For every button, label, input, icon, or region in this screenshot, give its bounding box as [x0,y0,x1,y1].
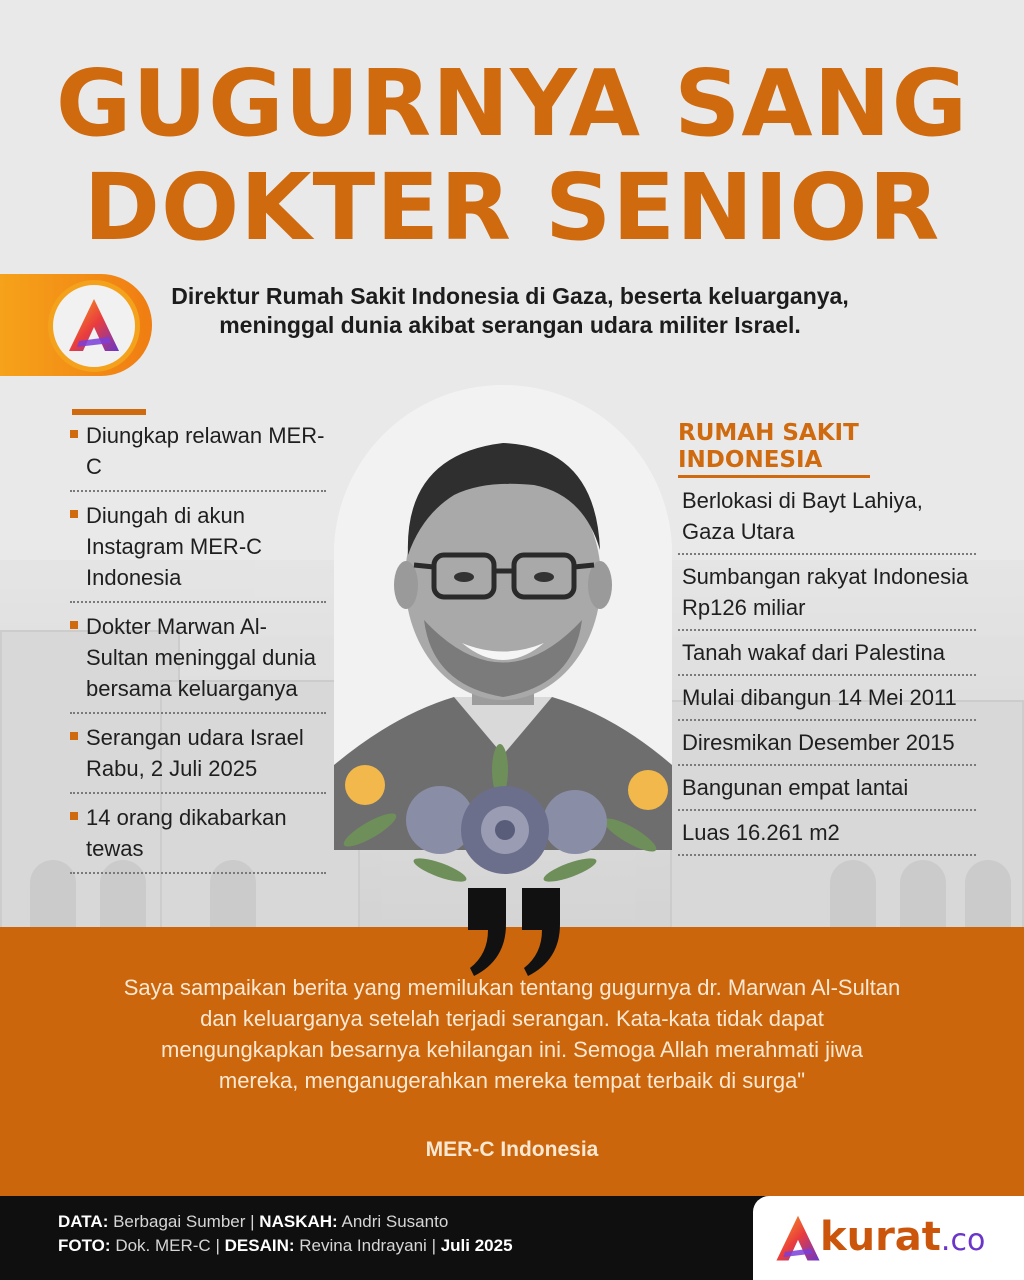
list-item-text: Serangan udara Israel Rabu, 2 Juli 2025 [86,725,304,781]
list-item: Sumbangan rakyat Indonesia Rp126 miliar [678,560,976,631]
credit-foto-value: Dok. MER-C [115,1236,211,1255]
bullet-icon [70,510,78,518]
bullet-icon [70,732,78,740]
credit-data-label: DATA: [58,1212,109,1231]
credit-data-value: Berbagai Sumber [113,1212,246,1231]
bullet-icon [70,430,78,438]
list-item-text: Diungkap relawan MER-C [86,423,325,479]
right-heading-rule [678,475,870,478]
bullet-icon [70,621,78,629]
list-item [70,800,326,874]
credit-separator: | [250,1212,255,1231]
list-item [70,498,326,603]
credit-naskah-label: NASKAH: [259,1212,338,1231]
credit-desain-value: Revina Indrayani [299,1236,427,1255]
right-heading-line-1: RUMAH SAKIT [678,420,859,446]
list-item: Berlokasi di Bayt Lahiya, Gaza Utara [678,484,976,555]
list-item-text: Dokter Marwan Al-Sultan meninggal dunia bersama keluarganya [86,614,316,701]
list-item-text: Diungah di akun Instagram MER-C Indonesia [86,503,263,590]
credit-date: Juli 2025 [440,1236,513,1255]
brand-name: kurat [820,1214,941,1260]
right-heading-line-2: INDONESIA [678,447,823,473]
credit-naskah-value: Andri Susanto [341,1212,449,1231]
credits [58,1210,513,1258]
credits-line-1 [58,1210,513,1234]
bullet-icon [70,812,78,820]
list-item: Diresmikan Desember 2015 [678,726,976,766]
title-line-2: DOKTER SENIOR [83,154,941,261]
lead-paragraph: Direktur Rumah Sakit Indonesia di Gaza, beserta keluarganya, meninggal dunia akibat serangan udara militer Israel. [171,283,849,338]
brand-tld: .co [940,1223,986,1258]
list-item: Bangunan empat lantai [678,771,976,811]
list-item-text: 14 orang dikabarkan tewas [86,805,287,861]
quote-source: MER-C Indonesia [425,1138,599,1161]
list-item [70,720,326,794]
credits-line-2 [58,1234,513,1258]
list-item [70,609,326,714]
title-line-1: GUGURNYA SANG [55,50,969,157]
credit-desain-label: DESAIN: [224,1236,295,1255]
list-item [70,418,326,492]
list-item: Luas 16.261 m2 [678,816,976,856]
page-title [0,52,1024,260]
list-item: Tanah wakaf dari Palestina [678,636,976,676]
credit-separator: | [431,1236,436,1255]
left-list-rule [72,409,146,415]
quote-mark-icon [460,880,570,980]
credit-foto-label: FOTO: [58,1236,111,1255]
brand-wordmark [820,1214,985,1260]
akurat-a-icon [773,1214,823,1264]
fact-list-left [70,418,326,880]
quote-text: Saya sampaikan berita yang memilukan tentang gugurnya dr. Marwan Al-Sultan dan keluarganya setelah terjadi serangan. Kata-kata tidak dapat mengungkapkan besarnya kehilangan ini. Semoga Allah merahmati jiwa mereka, menganugerahkan mereka tempat terbaik di surga" [123,975,901,1093]
list-item: Mulai dibangun 14 Mei 2011 [678,681,976,721]
fact-list-right [678,484,976,861]
akurat-logo-icon [48,280,140,372]
right-section-heading [678,420,878,474]
credit-separator: | [215,1236,220,1255]
